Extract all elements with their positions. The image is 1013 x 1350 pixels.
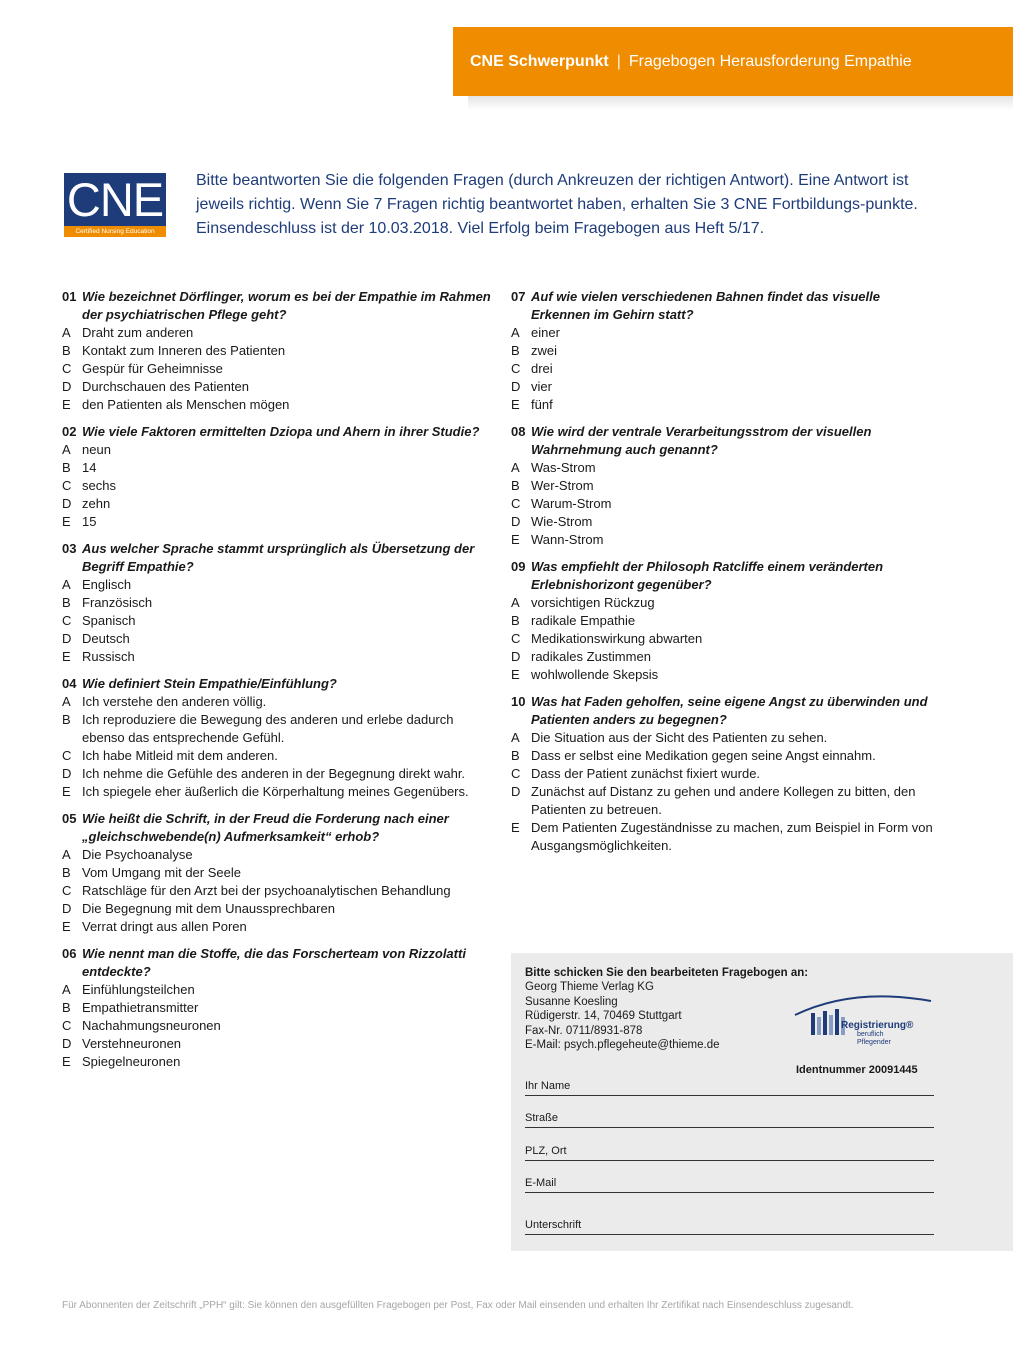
answer-letter: E [511,397,520,412]
answer-letter: A [511,595,520,610]
answer-option[interactable] [62,378,492,396]
answer-option[interactable] [62,1035,492,1053]
answer-text: zehn [82,496,111,511]
answer-letter: D [511,379,521,394]
answer-text: vorsichtigen Rückzug [531,595,655,610]
question-number: 03 [62,541,77,556]
answer-option[interactable] [62,900,492,918]
registrierung-logo-sub [857,1031,891,1047]
send-box [511,953,1013,1251]
question-03 [62,540,492,666]
answer-text: Vom Umgang mit der Seele [82,865,241,880]
answer-letter: B [62,595,71,610]
question-text: Was hat Faden geholfen, seine eigene Angst zu überwinden und Patienten anders zu begegnen? [531,694,928,727]
address-line: E-Mail: psych.pflegeheute@thieme.de [525,1039,720,1052]
answer-option[interactable] [62,882,492,900]
question-number: 01 [62,289,77,304]
answer-text: Ich reproduziere die Bewegung des anderen und erlebe dadurch ebenso das entsprechende Gefühl. [82,712,454,745]
field-email[interactable]: E-Mail [525,1176,934,1193]
answer-letter: E [62,397,71,412]
header-shadow [468,96,1013,110]
question-02 [62,423,492,531]
answer-text: Dass er selbst eine Medikation gegen seine Angst einnahm. [531,748,876,763]
question-06 [62,945,492,1071]
questions-left-column [62,288,492,1080]
question-number: 05 [62,811,77,826]
answer-letter: E [62,649,71,664]
answer-text: Zunächst auf Distanz zu gehen und andere Kollegen zu bitten, den Patienten zu betreuen. [531,784,916,817]
answer-letter: B [511,478,520,493]
answer-option[interactable] [62,477,492,495]
registrierung-sub-line: Pflegender [857,1039,891,1046]
answer-option[interactable] [511,459,941,477]
answer-option[interactable] [62,612,492,630]
question-text: Was empfiehlt der Philosoph Ratcliffe einem veränderten Erlebnishorizont gegenüber? [531,559,884,592]
question-heading [511,423,941,459]
send-box-title: Bitte schicken Sie den bearbeiteten Fragebogen an: [525,967,809,979]
answer-letter: C [62,883,72,898]
cne-logo [64,173,166,237]
answer-text: Empathietransmitter [82,1000,199,1015]
answer-option[interactable] [62,441,492,459]
answer-text: 14 [82,460,97,475]
answer-option[interactable] [62,693,492,711]
answer-letter: E [62,919,71,934]
answer-text: Spanisch [82,613,136,628]
answer-letter: B [511,748,520,763]
answer-option[interactable] [62,396,492,414]
question-heading [62,810,492,846]
question-08 [511,423,941,549]
answer-letter: A [62,442,71,457]
question-heading [62,288,492,324]
cne-logo-subtitle: Certified Nursing Education [64,226,166,237]
question-text: Wie wird der ventrale Verarbeitungsstrom der visuellen Wahrnehmung auch genannt? [531,424,872,457]
answer-option[interactable] [511,477,941,495]
question-07 [511,288,941,414]
answer-letter: E [62,514,71,529]
answer-option[interactable] [62,765,492,783]
question-text: Aus welcher Sprache stammt ursprünglich als Übersetzung der Begriff Empathie? [82,541,475,574]
address-line: Fax-Nr. 0711/8931-878 [525,1024,643,1037]
answer-option[interactable] [62,981,492,999]
answer-text: neun [82,442,111,457]
answer-letter: C [511,361,521,376]
answer-option[interactable] [62,459,492,477]
question-heading [62,423,492,441]
question-text: Wie viele Faktoren ermittelten Dziopa und Ahern in ihrer Studie? [82,424,480,439]
answer-letter: C [62,748,72,763]
registrierung-sub-line: beruflich [857,1031,884,1038]
answer-option[interactable] [511,819,941,855]
field-plz-ort[interactable]: PLZ, Ort [525,1144,934,1161]
answer-text: Die Begegnung mit dem Unaussprechbaren [82,901,335,916]
answer-text: einer [531,325,560,340]
answer-option[interactable] [62,495,492,513]
answer-letter: C [62,1018,72,1033]
answer-letter: D [511,514,521,529]
answer-option[interactable] [62,342,492,360]
answer-letter: A [62,577,71,592]
answer-text: Dass der Patient zunächst fixiert wurde. [531,766,761,781]
ident-number: Identnummer 20091445 [796,1064,918,1076]
question-number: 02 [62,424,77,439]
answer-letter: B [62,460,71,475]
answer-text: Draht zum anderen [82,325,194,340]
answer-text: Warum-Strom [531,496,612,511]
question-text: Auf wie vielen verschiedenen Bahnen findet das visuelle Erkennen im Gehirn statt? [531,289,880,322]
answer-option[interactable] [511,594,941,612]
answer-text: Die Situation aus der Sicht des Patienten zu sehen. [531,730,828,745]
answer-letter: C [511,766,521,781]
answer-letter: A [62,847,71,862]
answer-letter: A [511,460,520,475]
question-05 [62,810,492,936]
answer-letter: D [62,901,72,916]
answer-text: zwei [531,343,558,358]
answer-text: radikales Zustimmen [531,649,651,664]
answer-option[interactable] [62,999,492,1017]
answer-text: Durchschauen des Patienten [82,379,249,394]
answer-option[interactable] [511,396,941,414]
answer-letter: A [62,982,71,997]
address-line: Rüdigerstr. 14, 70469 Stuttgart [525,1010,682,1023]
answer-text: Russisch [82,649,135,664]
question-text: Wie heißt die Schrift, in der Freud die Forderung nach einer „gleichschwebende(n) Aufmerksamkeit“ erhob? [82,811,449,844]
answer-option[interactable] [511,513,941,531]
answer-option[interactable] [62,918,492,936]
answer-text: Was-Strom [531,460,596,475]
field-signature[interactable]: Unterschrift [525,1218,934,1235]
answer-text: vier [531,379,552,394]
answer-option[interactable] [511,612,941,630]
answer-text: Wann-Strom [531,532,604,547]
question-text: Wie definiert Stein Empathie/Einfühlung? [82,676,337,691]
answer-letter: B [62,1000,71,1015]
answer-option[interactable] [511,666,941,684]
question-number: 07 [511,289,526,304]
answer-text: wohlwollende Skepsis [531,667,659,682]
answer-text: Einfühlungsteilchen [82,982,195,997]
answer-text: Ich habe Mitleid mit dem anderen. [82,748,278,763]
answer-option[interactable] [511,324,941,342]
answer-option[interactable] [511,648,941,666]
answer-letter: C [62,478,72,493]
question-text: Wie bezeichnet Dörflinger, worum es bei der Empathie im Rahmen der psychiatrischen Pflege geht? [82,289,491,322]
answer-letter: E [62,1054,71,1069]
answer-text: Medikationswirkung abwarten [531,631,703,646]
answer-option[interactable] [62,747,492,765]
answer-letter: D [62,631,72,646]
answer-letter: D [62,766,72,781]
question-09 [511,558,941,684]
question-number: 04 [62,676,77,691]
answer-letter: D [511,649,521,664]
answer-text: drei [531,361,553,376]
question-heading [511,288,941,324]
question-heading [62,540,492,576]
question-04 [62,675,492,801]
question-number: 06 [62,946,77,961]
answer-option[interactable] [511,783,941,819]
answer-letter: C [62,361,72,376]
answer-option[interactable] [511,531,941,549]
answer-text: Ich verstehe den anderen völlig. [82,694,267,709]
header-brand: CNE Schwerpunkt [470,52,609,70]
answer-text: 15 [82,514,97,529]
field-street[interactable]: Straße [525,1111,934,1128]
answer-option[interactable] [62,324,492,342]
footer-note: Für Abonnenten der Zeitschrift „PPH“ gilt: Sie können den ausgefüllten Fragebogen per Post, Fax oder Mail einsenden und erhalten Ihr Zertifikat nach Einsendeschluss zugesandt. [62,1300,854,1311]
answer-letter: C [62,613,72,628]
answer-option[interactable] [62,864,492,882]
answer-option[interactable] [62,711,492,747]
answer-option[interactable] [511,378,941,396]
answer-letter: D [511,784,521,799]
answer-letter: D [62,496,72,511]
answer-text: Englisch [82,577,132,592]
question-10 [511,693,941,855]
answer-letter: A [62,325,71,340]
answer-text: sechs [82,478,116,493]
answer-text: radikale Empathie [531,613,636,628]
answer-text: fünf [531,397,553,412]
answer-text: Französisch [82,595,153,610]
address-line: Susanne Koesling [525,995,618,1008]
question-heading [511,558,941,594]
field-name[interactable]: Ihr Name [525,1079,934,1096]
answer-letter: E [62,784,71,799]
answer-letter: B [62,865,71,880]
question-01 [62,288,492,414]
answer-letter: B [62,712,71,727]
answer-text: Die Psychoanalyse [82,847,193,862]
answer-text: Ich nehme die Gefühle des anderen in der Begegnung direkt wahr. [82,766,466,781]
registrierung-logo-text: Registrierung® [841,1020,914,1031]
answer-option[interactable] [511,360,941,378]
answer-text: Ratschläge für den Arzt bei der psychoanalytischen Behandlung [82,883,451,898]
answer-letter: E [511,532,520,547]
answer-text: Deutsch [82,631,130,646]
answer-option[interactable] [62,360,492,378]
answer-letter: C [511,631,521,646]
question-number: 10 [511,694,526,709]
answer-letter: A [511,325,520,340]
answer-text: Wie-Strom [531,514,593,529]
answer-option[interactable] [511,747,941,765]
answer-text: Verstehneuronen [82,1036,182,1051]
answer-option[interactable] [511,630,941,648]
question-heading [511,693,941,729]
answer-option[interactable] [511,342,941,360]
answer-text: Nachahmungsneuronen [82,1018,221,1033]
question-heading [62,675,492,693]
cne-logo-text: CNE [66,173,164,226]
address-line: Georg Thieme Verlag KG [525,981,654,994]
answer-text: Dem Patienten Zugeständnisse zu machen, zum Beispiel in Form von Ausgangsmöglichkeiten. [531,820,933,853]
answer-text: Wer-Strom [531,478,594,493]
intro-text: Bitte beantworten Sie die folgenden Fragen (durch Ankreuzen der richtigen Antwort). Eine Antwort ist jeweils richtig. Wenn Sie 7 Fragen richtig beantwortet haben, erhalten Sie 3 CNE Fortbildungs-punkte. Einsendeschluss ist der 10.03.2018. Viel Erfolg beim Fragebogen aus Heft 5/17. [196,172,918,237]
answer-text: Kontakt zum Inneren des Patienten [82,343,286,358]
questions-right-column [511,288,941,864]
answer-text: Spiegelneuronen [82,1054,181,1069]
answer-letter: A [62,694,71,709]
answer-letter: C [511,496,521,511]
answer-option[interactable] [62,648,492,666]
answer-letter: D [62,1036,72,1051]
answer-option[interactable] [62,783,492,801]
answer-option[interactable] [62,1017,492,1035]
answer-text: Gespür für Geheimnisse [82,361,223,376]
answer-letter: E [511,667,520,682]
answer-letter: B [62,343,71,358]
header-separator: | [616,52,621,70]
answer-letter: A [511,730,520,745]
question-heading [62,945,492,981]
answer-letter: D [62,379,72,394]
answer-option[interactable] [511,765,941,783]
answer-letter: E [511,820,520,835]
header-title: Fragebogen Herausforderung Empathie [628,52,912,70]
answer-option[interactable] [511,729,941,747]
answer-text: Ich spiegele eher äußerlich die Körperhaltung meines Gegenübers. [82,784,469,799]
answer-option[interactable] [62,513,492,531]
answer-text: den Patienten als Menschen mögen [82,397,290,412]
answer-option[interactable] [62,594,492,612]
answer-option[interactable] [62,846,492,864]
question-number: 08 [511,424,526,439]
answer-text: Verrat dringt aus allen Poren [82,919,247,934]
answer-option[interactable] [62,576,492,594]
answer-option[interactable] [62,1053,492,1071]
answer-option[interactable] [511,495,941,513]
answer-option[interactable] [62,630,492,648]
answer-letter: B [511,343,520,358]
header-band [453,27,1013,96]
answer-letter: B [511,613,520,628]
question-number: 09 [511,559,526,574]
question-text: Wie nennt man die Stoffe, die das Forscherteam von Rizzolatti entdeckte? [82,946,466,979]
